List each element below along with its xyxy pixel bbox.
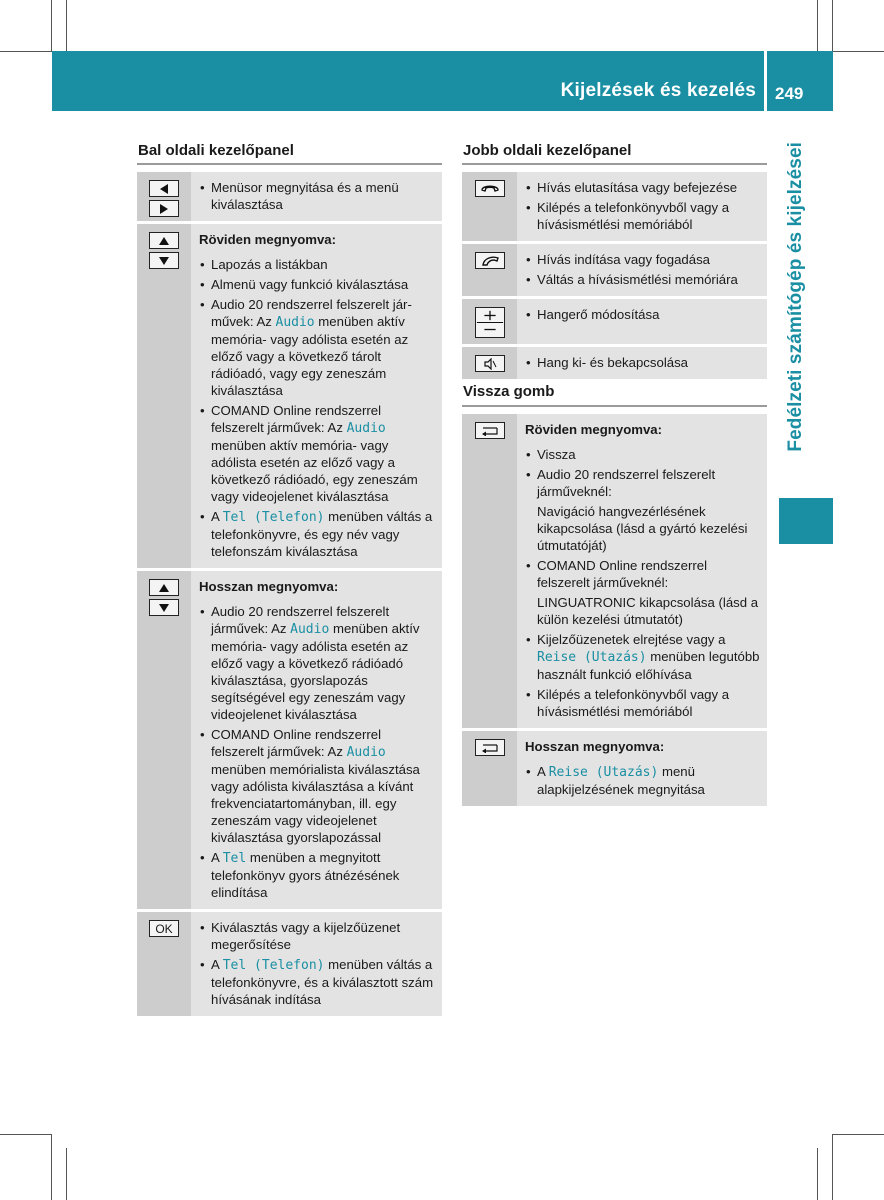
list-item: • COMAND Online rendszerrel felszerelt járművek: Az Audio menüben aktív memória- vagy adólista esetén az előző vagy a következő rádióadó, egy zeneszám vagy videojelenet kiválasztása	[200, 403, 418, 504]
table-row	[462, 244, 767, 299]
list-item: • Audio 20 rendszerrel felszerelt járművek: Az Audio menüben aktív memória- vagy adólista esetén az előző vagy a következő rádióadó kiválasztása, gyorslapozás segítségével egy zeneszám vagy videojelenet kiválasztása	[200, 604, 420, 722]
crop-mark	[51, 1134, 52, 1200]
list-item: • Hívás indítása vagy fogadása	[526, 252, 711, 267]
down-arrow-icon	[149, 599, 179, 616]
down-arrow-icon	[149, 252, 179, 269]
table-row	[462, 414, 767, 731]
list-item: • Kilépés a telefonkönyvből vagy a hívásismétlési memóriából	[526, 200, 730, 232]
list-item: • Lapozás a listákban	[200, 257, 328, 272]
key-cell	[137, 912, 191, 1016]
key-cell	[462, 244, 517, 296]
left-panel-title: Bal oldali kezelőpanel	[138, 142, 294, 159]
section-rule	[137, 163, 442, 165]
key-cell	[137, 224, 191, 568]
row-heading: Hosszan megnyomva:	[525, 739, 665, 754]
section-rule	[462, 163, 767, 165]
table-row	[462, 731, 767, 806]
row-description	[517, 347, 767, 379]
crop-mark	[817, 1148, 818, 1200]
crop-mark	[817, 0, 818, 52]
crop-mark	[832, 0, 833, 52]
list-item: • A Reise (Utazás) menü alapkijelzésének megnyitása	[526, 764, 705, 797]
list-item: • COMAND Online rendszerrel felszerelt járművek: Az Audio menüben memórialista kiválasztása vagy adólista kiválasztása a kívánt frekvenciatartományban, ill. egy zeneszám vagy videojelenet kiválasztása gyorslapozással	[200, 727, 420, 845]
table-row	[462, 299, 767, 347]
table-row	[137, 571, 442, 912]
left-panel-table	[137, 172, 442, 1016]
hang-up-icon	[475, 180, 505, 197]
ok-key: OK	[149, 920, 179, 937]
table-row	[137, 912, 442, 1016]
row-description	[517, 172, 767, 241]
page-number: 249	[775, 84, 804, 103]
crop-mark	[66, 1148, 67, 1200]
list-item: • Audio 20 rendszerrel felszerelt járműveknél:	[526, 467, 716, 499]
crop-mark	[0, 51, 52, 52]
row-heading: Hosszan megnyomva:	[199, 579, 339, 594]
back-section-title: Vissza gomb	[463, 383, 555, 400]
volume-icon	[475, 307, 505, 338]
crop-mark	[0, 1134, 52, 1135]
key-cell	[462, 347, 517, 379]
side-tab-label: Fedélzeti számítógép és kijelzései	[785, 142, 806, 452]
up-arrow-icon	[149, 232, 179, 249]
key-cell	[462, 414, 517, 728]
list-item: • A Tel (Telefon) menüben váltás a telefonkönyvre, és egy név vagy telefonszám kiválasztása	[200, 509, 433, 559]
list-item: • A Tel (Telefon) menüben váltás a telefonkönyvre, és a kiválasztott szám hívásának indítása	[200, 957, 434, 1007]
up-arrow-icon	[149, 579, 179, 596]
list-item: • Kilépés a telefonkönyvből vagy a hívásismétlési memóriából	[526, 687, 730, 719]
row-description	[191, 224, 442, 568]
row-description	[517, 414, 767, 728]
crop-mark	[66, 0, 67, 52]
side-tab	[779, 142, 813, 492]
list-item: • Kiválasztás vagy a kijelzőüzenet megerősítése	[200, 920, 401, 952]
row-description	[191, 912, 442, 1016]
list-item: • COMAND Online rendszerrel felszerelt járműveknél:	[526, 558, 708, 590]
table-row	[462, 347, 767, 379]
section-rule	[462, 405, 767, 407]
list-item: • Hangerő módosítása	[526, 307, 660, 322]
key-cell	[137, 571, 191, 909]
row-description	[517, 299, 767, 344]
mute-icon	[475, 355, 505, 372]
row-heading: Röviden megnyomva:	[199, 232, 337, 247]
list-item-detail: Navigáció hangvezérlésének kikapcsolása (lásd a gyártó kezelési útmutatóját)	[537, 504, 748, 553]
back-button-table	[462, 414, 767, 806]
row-description	[191, 571, 442, 909]
list-item: • Audio 20 rendszerrel felszerelt jár- művek: Az Audio menüben aktív memória- vagy adólista esetén az előző vagy a következő tárolt rádióadó, vagy egy zeneszám kiválasztása	[200, 297, 412, 398]
list-item-detail: LINGUATRONIC kikapcsolása (lásd a külön kezelési útmutatót)	[537, 595, 759, 627]
list-item: • Kijelzőüzenetek elrejtése vagy a Reise (Utazás) menüben legutóbb használt funkció előhívása	[526, 632, 760, 682]
list-item: • A Tel menüben a megnyitott telefonkönyv gyors átnézésének elindítása	[200, 850, 400, 900]
list-item: • Menüsor megnyitása és a menü kiválasztása	[200, 180, 399, 212]
list-item: • Váltás a hívásismétlési memóriára	[526, 272, 738, 287]
crop-mark	[832, 1134, 833, 1200]
back-icon	[475, 739, 505, 756]
row-heading: Röviden megnyomva:	[525, 422, 663, 437]
row-description	[517, 731, 767, 806]
right-arrow-icon	[149, 200, 179, 217]
row-description	[517, 244, 767, 296]
row-description	[191, 172, 442, 221]
phone-icon	[475, 252, 505, 269]
right-panel-title: Jobb oldali kezelőpanel	[463, 142, 632, 159]
list-item: • Hívás elutasítása vagy befejezése	[526, 180, 738, 195]
crop-mark	[832, 51, 884, 52]
list-item: • Hang ki- és bekapcsolása	[526, 355, 689, 370]
chapter-title: Kijelzések és kezelés	[560, 80, 756, 101]
crop-mark	[51, 0, 52, 52]
header-divider	[764, 51, 767, 111]
key-cell	[137, 172, 191, 221]
table-row	[462, 172, 767, 244]
crop-mark	[832, 1134, 884, 1135]
list-item: • Vissza	[526, 447, 576, 462]
side-tab-marker	[779, 498, 833, 544]
key-cell	[462, 172, 517, 241]
table-row	[137, 172, 442, 224]
key-cell	[462, 731, 517, 806]
back-icon	[475, 422, 505, 439]
table-row	[137, 224, 442, 571]
right-panel-table	[462, 172, 767, 379]
list-item: • Almenü vagy funkció kiválasztása	[200, 277, 409, 292]
left-arrow-icon	[149, 180, 179, 197]
key-cell	[462, 299, 517, 344]
